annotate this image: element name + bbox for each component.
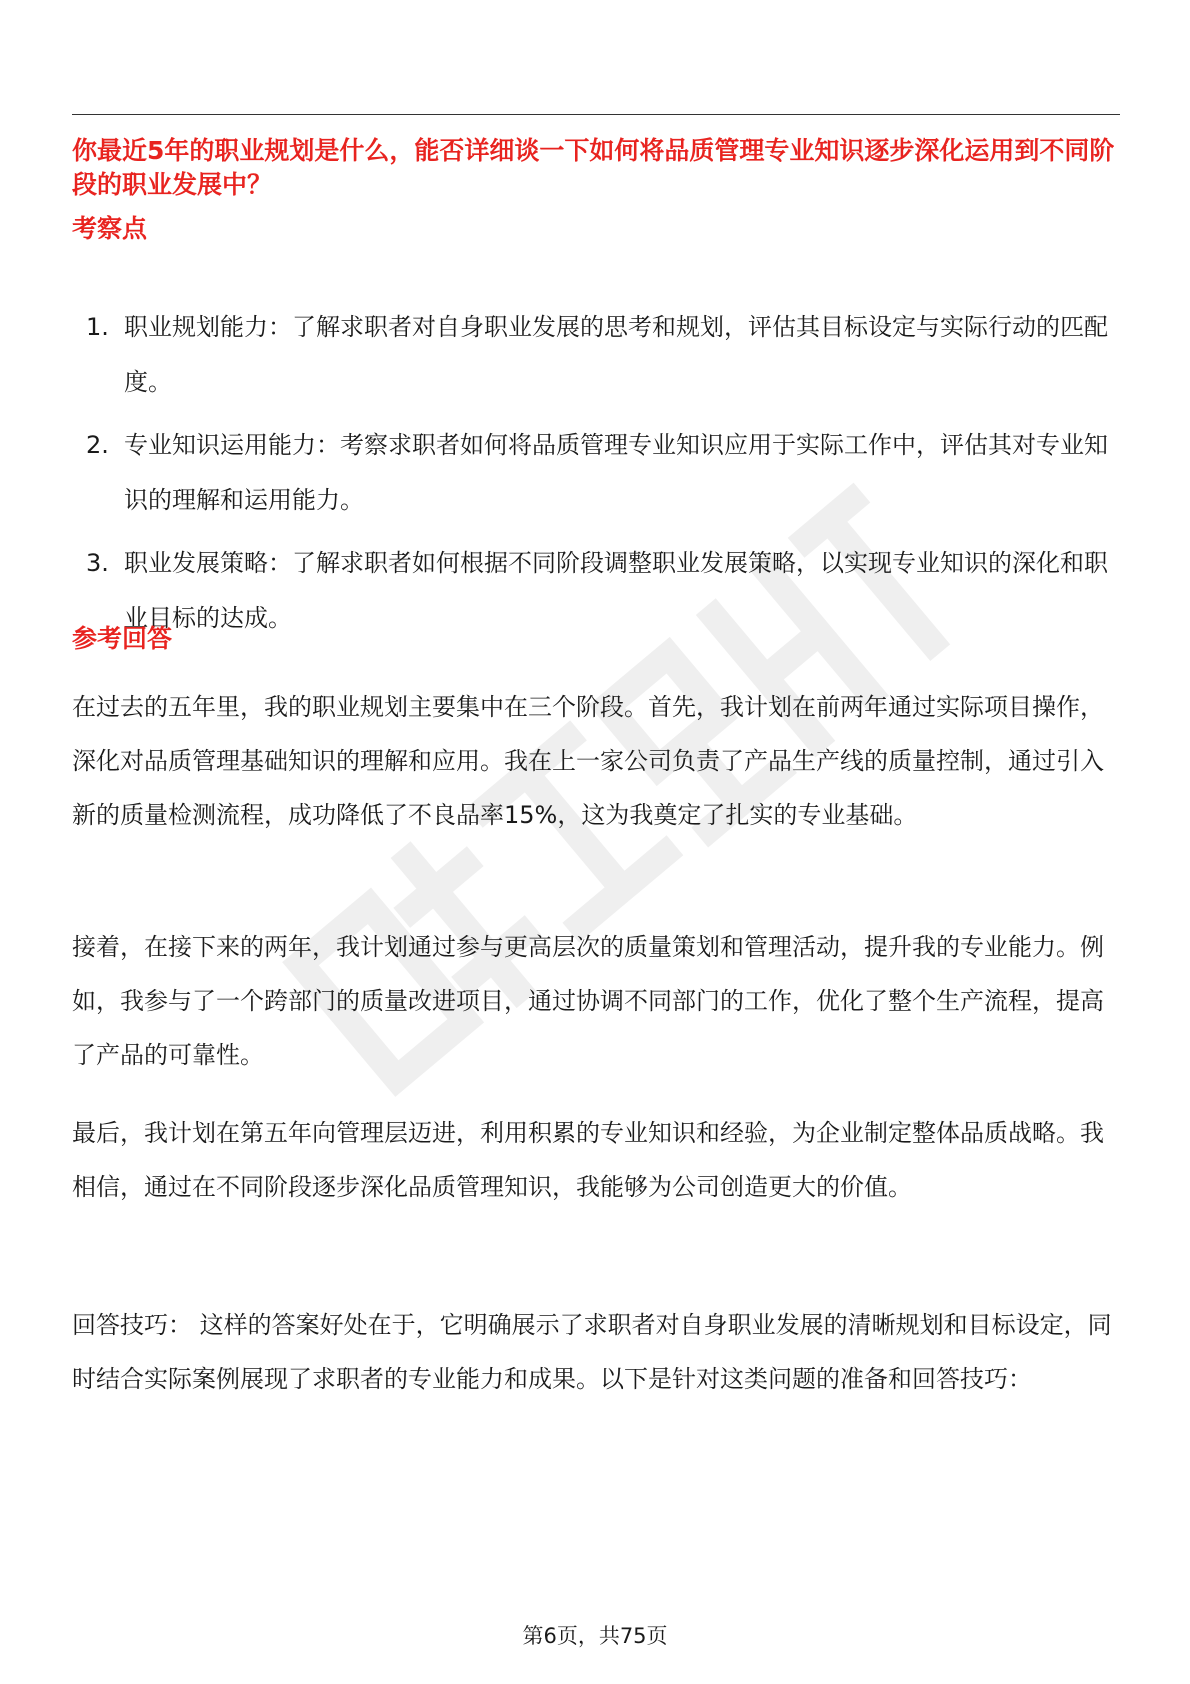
examine-points-list	[72, 300, 1122, 654]
answer-paragraph-3: 最后，我计划在第五年向管理层迈进，利用积累的专业知识和经验，为企业制定整体品质战略。我相信，通过在不同阶段逐步深化品质管理知识，我能够为公司创造更大的价值。	[72, 1119, 1104, 1201]
answer-paragraph-2: 接着，在接下来的两年，我计划通过参与更高层次的质量策划和管理活动，提升我的专业能力。例如，我参与了一个跨部门的质量改进项目，通过协调不同部门的工作，优化了整个生产流程，提高了产品的可靠性。	[72, 933, 1104, 1069]
list-item-number: 3.	[86, 549, 109, 577]
list-item-number: 2.	[86, 431, 109, 459]
question-title: 你最近5年的职业规划是什么，能否详细谈一下如何将品质管理专业知识逐步深化运用到不同阶段的职业发展中？	[72, 136, 1115, 199]
list-item	[72, 300, 1122, 410]
list-item	[72, 418, 1122, 528]
list-item-number: 1.	[86, 313, 109, 341]
answer-paragraph-1: 在过去的五年里，我的职业规划主要集中在三个阶段。首先，我计划在前两年通过实际项目操作，深化对品质管理基础知识的理解和应用。我在上一家公司负责了产品生产线的质量控制，通过引入新的质量检测流程，成功降低了不良品率15%，这为我奠定了扎实的专业基础。	[72, 693, 1104, 829]
list-item-text: 职业规划能力：了解求职者对自身职业发展的思考和规划，评估其目标设定与实际行动的匹配度。	[124, 313, 1108, 396]
top-divider	[72, 114, 1120, 115]
list-item-text: 职业发展策略：了解求职者如何根据不同阶段调整职业发展策略，以实现专业知识的深化和职业目标的达成。	[124, 549, 1108, 632]
list-item-text: 专业知识运用能力：考察求职者如何将品质管理专业知识应用于实际工作中，评估其对专业知识的理解和运用能力。	[124, 431, 1108, 514]
answer-tips-paragraph: 回答技巧： 这样的答案好处在于，它明确展示了求职者对自身职业发展的清晰规划和目标设定，同时结合实际案例展现了求职者的专业能力和成果。以下是针对这类问题的准备和回答技巧：	[72, 1311, 1112, 1393]
list-item	[72, 536, 1122, 646]
examine-points-heading: 考察点	[72, 214, 148, 243]
reference-answer-heading: 参考回答	[72, 624, 173, 653]
page-number-footer: 第6页，共75页	[522, 1624, 668, 1648]
